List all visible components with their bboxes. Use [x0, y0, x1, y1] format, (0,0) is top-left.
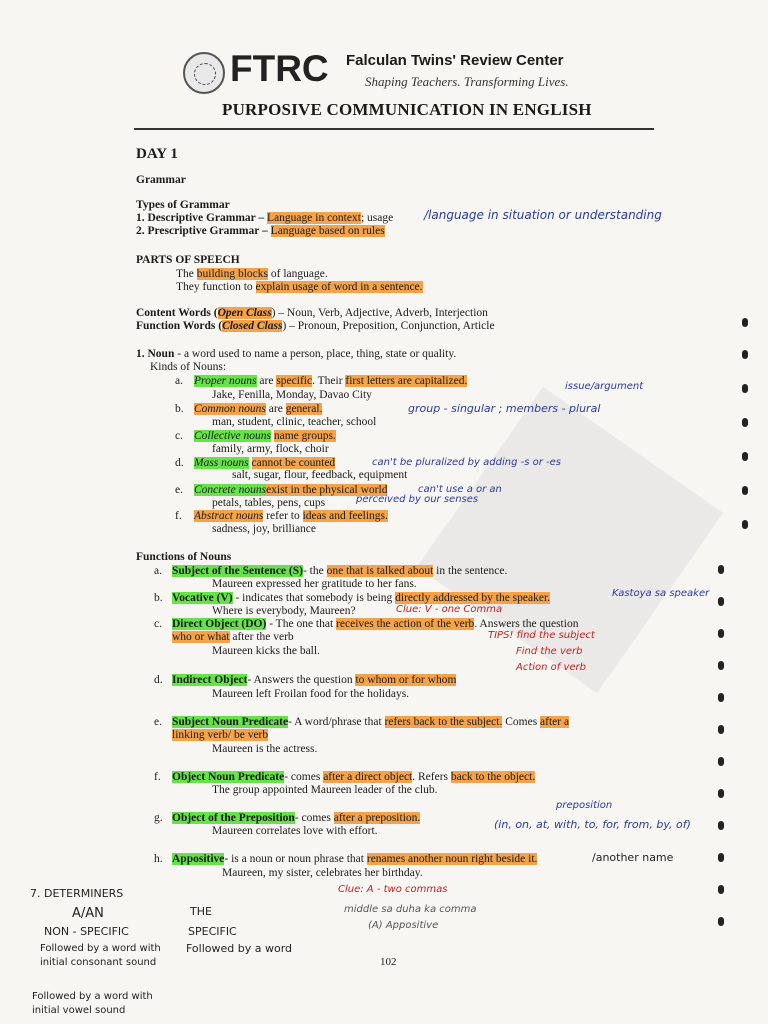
function-words-list: ) – Pronoun, Preposition, Conjunction, Article [282, 320, 495, 332]
subject-function [172, 565, 507, 577]
letter-b: b. [154, 592, 163, 604]
subject-example: Maureen expressed her gratitude to her fans. [212, 578, 417, 590]
prescriptive-highlight: Language based on rules [270, 225, 385, 237]
common-nouns [194, 403, 322, 415]
content-words-label: Content Words ( [136, 307, 218, 319]
subject-rest: in the sentence. [433, 565, 508, 577]
proper-nouns-mid2: . Their [312, 375, 346, 387]
open-class-highlight: Open Class [217, 307, 272, 319]
vocative-mid: - indicates that somebody is being [232, 592, 396, 604]
direct-object-line2 [172, 631, 294, 643]
handwritten-note: Followed by a word with initial consonant sound [40, 943, 161, 968]
tagline: Shaping Teachers. Transforming Lives. [365, 74, 569, 89]
indirect-object-example: Maureen left Froilan food for the holidays. [212, 688, 410, 700]
handwritten-note: /language in situation or understanding [424, 208, 662, 222]
letter-f: f. [175, 510, 182, 522]
descriptive-highlight: Language in context [267, 212, 361, 224]
who-or-what-hl: who or what [172, 631, 230, 643]
direct-object-rest: . Answers the question [474, 618, 579, 630]
refers-back-hl: refers back to the subject. [384, 716, 503, 728]
pos-line1 [176, 268, 328, 280]
handwritten-note: Followed by a word [186, 942, 293, 955]
ideas-feelings-hl: ideas and feelings. [302, 510, 388, 522]
handwritten-note: group - singular ; members - plural [408, 402, 601, 415]
handwritten-note: can't be pluralized by adding -s or -es [372, 457, 561, 468]
pos-line2-a: They function to [176, 281, 253, 293]
indirect-object-function [172, 674, 456, 686]
descriptive-rest: ; usage [360, 212, 394, 224]
direct-object-mid: - The one that [266, 618, 337, 630]
noun-label: 1. Noun [136, 348, 175, 360]
oop-mid: - comes [294, 812, 334, 824]
abstract-nouns [194, 510, 388, 522]
letter-g: g. [154, 812, 163, 824]
snp-rest: Comes [502, 716, 541, 728]
collective-nouns-example: family, army, flock, choir [212, 443, 329, 455]
vocative-hl: Vocative (V) [172, 592, 233, 604]
pos-line1-b: of language. [270, 268, 328, 280]
back-to-object-hl: back to the object. [450, 771, 536, 783]
mass-nouns-example: salt, sugar, flour, feedback, equipment [232, 469, 408, 481]
brand-logo-text: FTRC [230, 48, 329, 89]
collective-nouns [194, 430, 336, 442]
appositive-function [172, 853, 537, 865]
abstract-nouns-mid: refer to [263, 510, 303, 522]
receives-action-hl: receives the action of the verb [336, 618, 475, 630]
common-nouns-example: man, student, clinic, teacher, school [212, 416, 377, 428]
pos-line2 [176, 281, 423, 293]
handwritten-note: Clue: V - one Comma [396, 604, 503, 615]
handwritten-note: middle sa duha ka comma [344, 904, 477, 915]
snp-mid: - A word/phrase that [288, 716, 385, 728]
direct-object-function [172, 618, 578, 630]
letter-e: e. [175, 484, 183, 496]
physical-world-hl: exist in the physical world [266, 484, 388, 496]
handwritten-note: NON - SPECIFIC [44, 925, 129, 938]
handwritten-note: SPECIFIC [188, 925, 237, 938]
snp-example: Maureen is the actress. [212, 743, 318, 755]
closed-class-highlight: Closed Class [222, 320, 283, 332]
direct-object-hl: Direct Object (DO) [172, 618, 267, 630]
letter-c: c. [154, 618, 162, 630]
abstract-nouns-example: sadness, joy, brilliance [212, 523, 317, 535]
appositive-mid: - is a noun or noun phrase that [224, 853, 367, 865]
handwritten-note: can't use a or an [418, 484, 502, 495]
mass-nouns [194, 457, 335, 469]
onp-hl: Object Noun Predicate [172, 771, 285, 783]
functions-heading: Functions of Nouns [136, 551, 232, 563]
handwritten-note: Followed by a word with initial vowel sound [32, 991, 153, 1016]
specific-hl: specific [276, 375, 313, 387]
onp-rest: . Refers [412, 771, 451, 783]
kinds-of-nouns: Kinds of Nouns: [150, 361, 227, 373]
handwritten-note: Action of verb [516, 662, 587, 673]
subject-hl: Subject of the Sentence (S) [172, 565, 303, 577]
prescriptive-label: 2. Prescriptive Grammar – [136, 225, 268, 237]
noun-definition [136, 348, 456, 360]
vocative-example: Where is everybody, Maureen? [212, 605, 356, 617]
cannot-be-counted-hl: cannot be counted [251, 457, 336, 469]
grammar-heading: Grammar [136, 174, 186, 186]
mass-nouns-hl: Mass nouns [194, 457, 249, 469]
letter-d: d. [154, 674, 163, 686]
handwritten-note: issue/argument [565, 381, 644, 392]
pos-line2-hl: explain usage of word in a sentence. [255, 281, 423, 293]
page-number: 102 [380, 956, 397, 968]
subject-mid: - the [302, 565, 327, 577]
letter-a: a. [175, 375, 183, 387]
handwritten-note: A/AN [72, 906, 104, 921]
handwritten-note: Kastoya sa speaker [612, 588, 710, 599]
general-hl: general. [285, 403, 323, 415]
abstract-nouns-hl: Abstract nouns [194, 510, 264, 522]
handwritten-note: (in, on, at, with, to, for, from, by, of) [494, 818, 691, 831]
letter-h: h. [154, 853, 163, 865]
indirect-object-mid: - Answers the question [247, 674, 356, 686]
proper-nouns-hl: Proper nouns [194, 375, 257, 387]
direct-object-example: Maureen kicks the ball. [212, 645, 320, 657]
onp-example: The group appointed Maureen leader of the club. [212, 784, 438, 796]
directly-addressed-hl: directly addressed by the speaker. [395, 592, 551, 604]
snp-hl: Subject Noun Predicate [172, 716, 289, 728]
to-whom-hl: to whom or for whom [355, 674, 457, 686]
function-words-label: Function Words ( [136, 320, 223, 332]
handwritten-note: perceived by our senses [356, 494, 479, 505]
appositive-example: Maureen, my sister, celebrates her birthday. [222, 867, 423, 879]
letter-e: e. [154, 716, 162, 728]
concrete-nouns-hl: Concrete nouns [194, 484, 267, 496]
name-groups-hl: name groups. [273, 430, 336, 442]
noun-def-text: - a word used to name a person, place, thing, state or quality. [174, 348, 457, 360]
handwritten-note: THE [190, 905, 212, 918]
letter-c: c. [175, 430, 183, 442]
proper-nouns-mid: are [256, 375, 277, 387]
handwritten-note: TIPS! find the subject [488, 630, 595, 641]
handwritten-note: (A) Appositive [368, 920, 439, 931]
collective-nouns-hl: Collective nouns [194, 430, 271, 442]
concrete-nouns-example: petals, tables, pens, cups [212, 497, 326, 509]
after-preposition-hl: after a preposition. [333, 812, 421, 824]
renames-hl: renames another noun right beside it. [366, 853, 538, 865]
talked-about-hl: one that is talked about [326, 565, 434, 577]
pos-line1-hl: building blocks [196, 268, 269, 280]
common-nouns-mid: are [265, 403, 286, 415]
common-nouns-hl: Common nouns [194, 403, 266, 415]
object-of-preposition [172, 812, 420, 824]
handwritten-note: Find the verb [516, 646, 583, 657]
content-words-list: ) – Noun, Verb, Adjective, Adverb, Interjection [271, 307, 488, 319]
after-a-hl: after a [540, 716, 570, 728]
center-name: Falculan Twins' Review Center [346, 52, 564, 69]
function-words [136, 320, 495, 332]
after-direct-object-hl: after a direct object [323, 771, 413, 783]
letter-a: a. [154, 565, 162, 577]
pos-line1-a: The [176, 268, 194, 280]
document-title: PURPOSIVE COMMUNICATION IN ENGLISH [222, 100, 592, 119]
capitalized-hl: first letters are capitalized. [345, 375, 468, 387]
types-heading: Types of Grammar [136, 199, 230, 211]
subject-noun-predicate [172, 716, 569, 728]
oop-hl: Object of the Preposition [172, 812, 295, 824]
linking-verb-hl: linking verb/ be verb [172, 729, 269, 741]
prescriptive-grammar [136, 225, 385, 237]
vocative-function [172, 592, 550, 604]
object-noun-predicate [172, 771, 535, 783]
content-words [136, 307, 488, 319]
direct-object-rest2: after the verb [229, 631, 294, 643]
oop-example: Maureen correlates love with effort. [212, 825, 378, 837]
descriptive-label: 1. Descriptive Grammar – [136, 212, 265, 224]
descriptive-grammar [136, 212, 393, 224]
handwritten-note: 7. DETERMINERS [30, 887, 124, 900]
ftrc-seal-logo [183, 52, 225, 94]
letter-f: f. [154, 771, 161, 783]
indirect-object-hl: Indirect Object [172, 674, 248, 686]
onp-mid: - comes [284, 771, 324, 783]
handwritten-note: /another name [592, 851, 674, 864]
proper-nouns-example: Jake, Fenilla, Monday, Davao City [212, 389, 372, 401]
handwritten-note: preposition [556, 800, 613, 811]
parts-of-speech-heading: PARTS OF SPEECH [136, 254, 240, 266]
letter-d: d. [175, 457, 184, 469]
handwritten-note: Clue: A - two commas [338, 884, 448, 895]
appositive-hl: Appositive [172, 853, 225, 865]
day-heading: DAY 1 [136, 146, 178, 162]
proper-nouns [194, 375, 467, 387]
snp-line2 [172, 729, 268, 741]
letter-b: b. [175, 403, 184, 415]
title-divider [134, 128, 654, 130]
